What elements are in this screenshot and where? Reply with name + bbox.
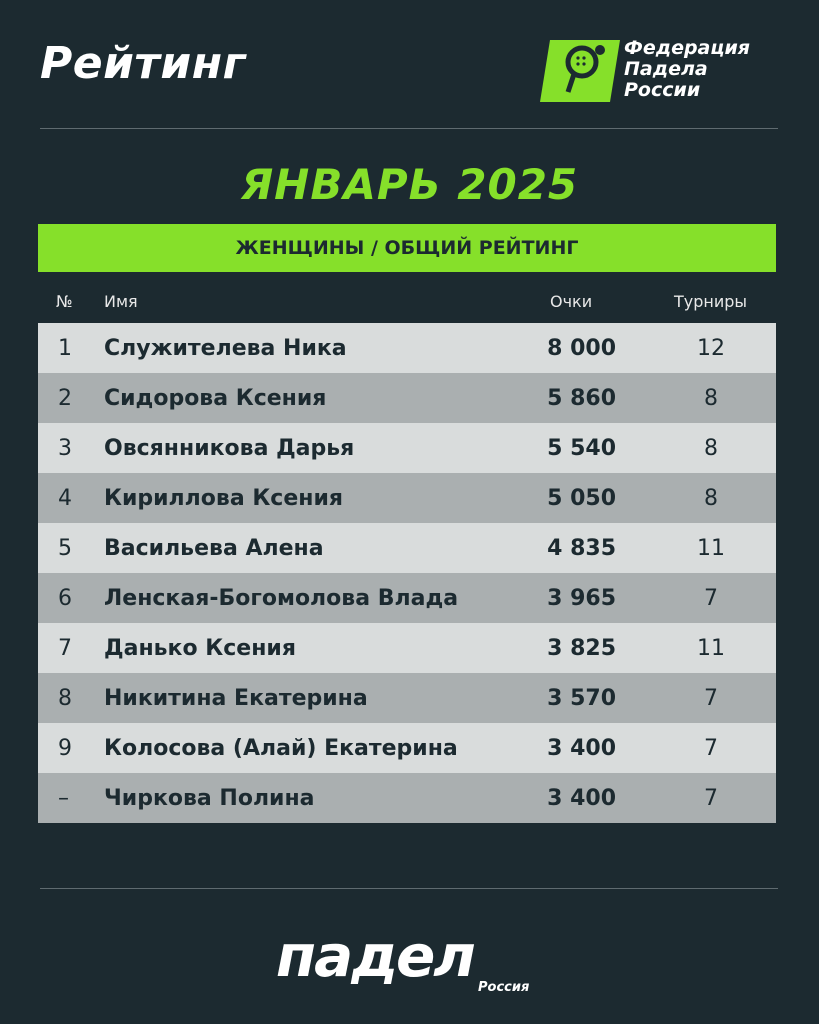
tournaments-cell: 7 <box>704 686 718 711</box>
federation-line-3: России <box>624 79 701 101</box>
points-cell: 4 835 <box>547 536 616 561</box>
tournaments-cell: 7 <box>704 586 718 611</box>
federation-line-1: Федерация <box>624 37 750 59</box>
rank-cell: 4 <box>58 486 72 511</box>
rank-cell: 9 <box>58 736 72 761</box>
rank-cell: 7 <box>58 636 72 661</box>
points-cell: 8 000 <box>547 336 616 361</box>
points-cell: 3 400 <box>547 736 616 761</box>
tournaments-cell: 8 <box>704 386 718 411</box>
padel-russia-logo <box>276 922 546 998</box>
bottom-divider <box>40 888 778 889</box>
table-row <box>38 473 776 523</box>
padel-logo-subtitle: Россия <box>478 980 530 995</box>
name-cell: Служителева Ника <box>104 336 347 361</box>
name-cell: Васильева Алена <box>104 536 324 561</box>
tournaments-cell: 12 <box>697 336 725 361</box>
col-rank-header: № <box>56 292 73 311</box>
name-cell: Кириллова Ксения <box>104 486 344 511</box>
tournaments-cell: 7 <box>704 786 718 811</box>
table-row <box>38 723 776 773</box>
table-row <box>38 323 776 373</box>
points-cell: 3 570 <box>547 686 616 711</box>
name-cell: Данько Ксения <box>104 636 296 661</box>
points-cell: 3 965 <box>547 586 616 611</box>
month-heading: ЯНВАРЬ 2025 <box>240 160 579 209</box>
tournaments-cell: 8 <box>704 436 718 461</box>
name-cell: Ленская-Богомолова Влада <box>104 586 459 611</box>
points-cell: 3 400 <box>547 786 616 811</box>
rank-cell: 3 <box>58 436 72 461</box>
points-cell: 5 860 <box>547 386 616 411</box>
name-cell: Никитина Екатерина <box>104 686 368 711</box>
padel-racket-logo-icon <box>540 40 620 102</box>
table-row <box>38 423 776 473</box>
name-cell: Овсянникова Дарья <box>104 436 355 461</box>
table-row <box>38 373 776 423</box>
table-row <box>38 573 776 623</box>
table-row <box>38 673 776 723</box>
category-label: ЖЕНЩИНЫ / ОБЩИЙ РЕЙТИНГ <box>235 237 579 259</box>
category-banner <box>38 224 776 272</box>
ranking-table <box>38 323 776 823</box>
federation-line-2: Падела <box>624 58 708 80</box>
table-header <box>38 292 776 316</box>
page-title: Рейтинг <box>40 38 247 89</box>
tournaments-cell: 11 <box>697 636 725 661</box>
padel-logo-wordmark: падел <box>276 922 474 990</box>
tournaments-cell: 8 <box>704 486 718 511</box>
tournaments-cell: 7 <box>704 736 718 761</box>
col-points-header: Очки <box>550 292 593 311</box>
name-cell: Колосова (Алай) Екатерина <box>104 736 458 761</box>
points-cell: 3 825 <box>547 636 616 661</box>
table-row <box>38 773 776 823</box>
table-row <box>38 523 776 573</box>
rank-cell: 8 <box>58 686 72 711</box>
col-tournaments-header: Турниры <box>674 292 748 311</box>
top-divider <box>40 128 778 129</box>
points-cell: 5 540 <box>547 436 616 461</box>
rank-cell: 5 <box>58 536 72 561</box>
name-cell: Сидорова Ксения <box>104 386 327 411</box>
rank-cell: 6 <box>58 586 72 611</box>
points-cell: 5 050 <box>547 486 616 511</box>
rank-cell: 1 <box>58 336 72 361</box>
table-row <box>38 623 776 673</box>
tournaments-cell: 11 <box>697 536 725 561</box>
name-cell: Чиркова Полина <box>104 786 315 811</box>
federation-name <box>624 38 750 101</box>
rank-cell: 2 <box>58 386 72 411</box>
rank-cell: – <box>58 786 69 811</box>
col-name-header: Имя <box>104 292 138 311</box>
